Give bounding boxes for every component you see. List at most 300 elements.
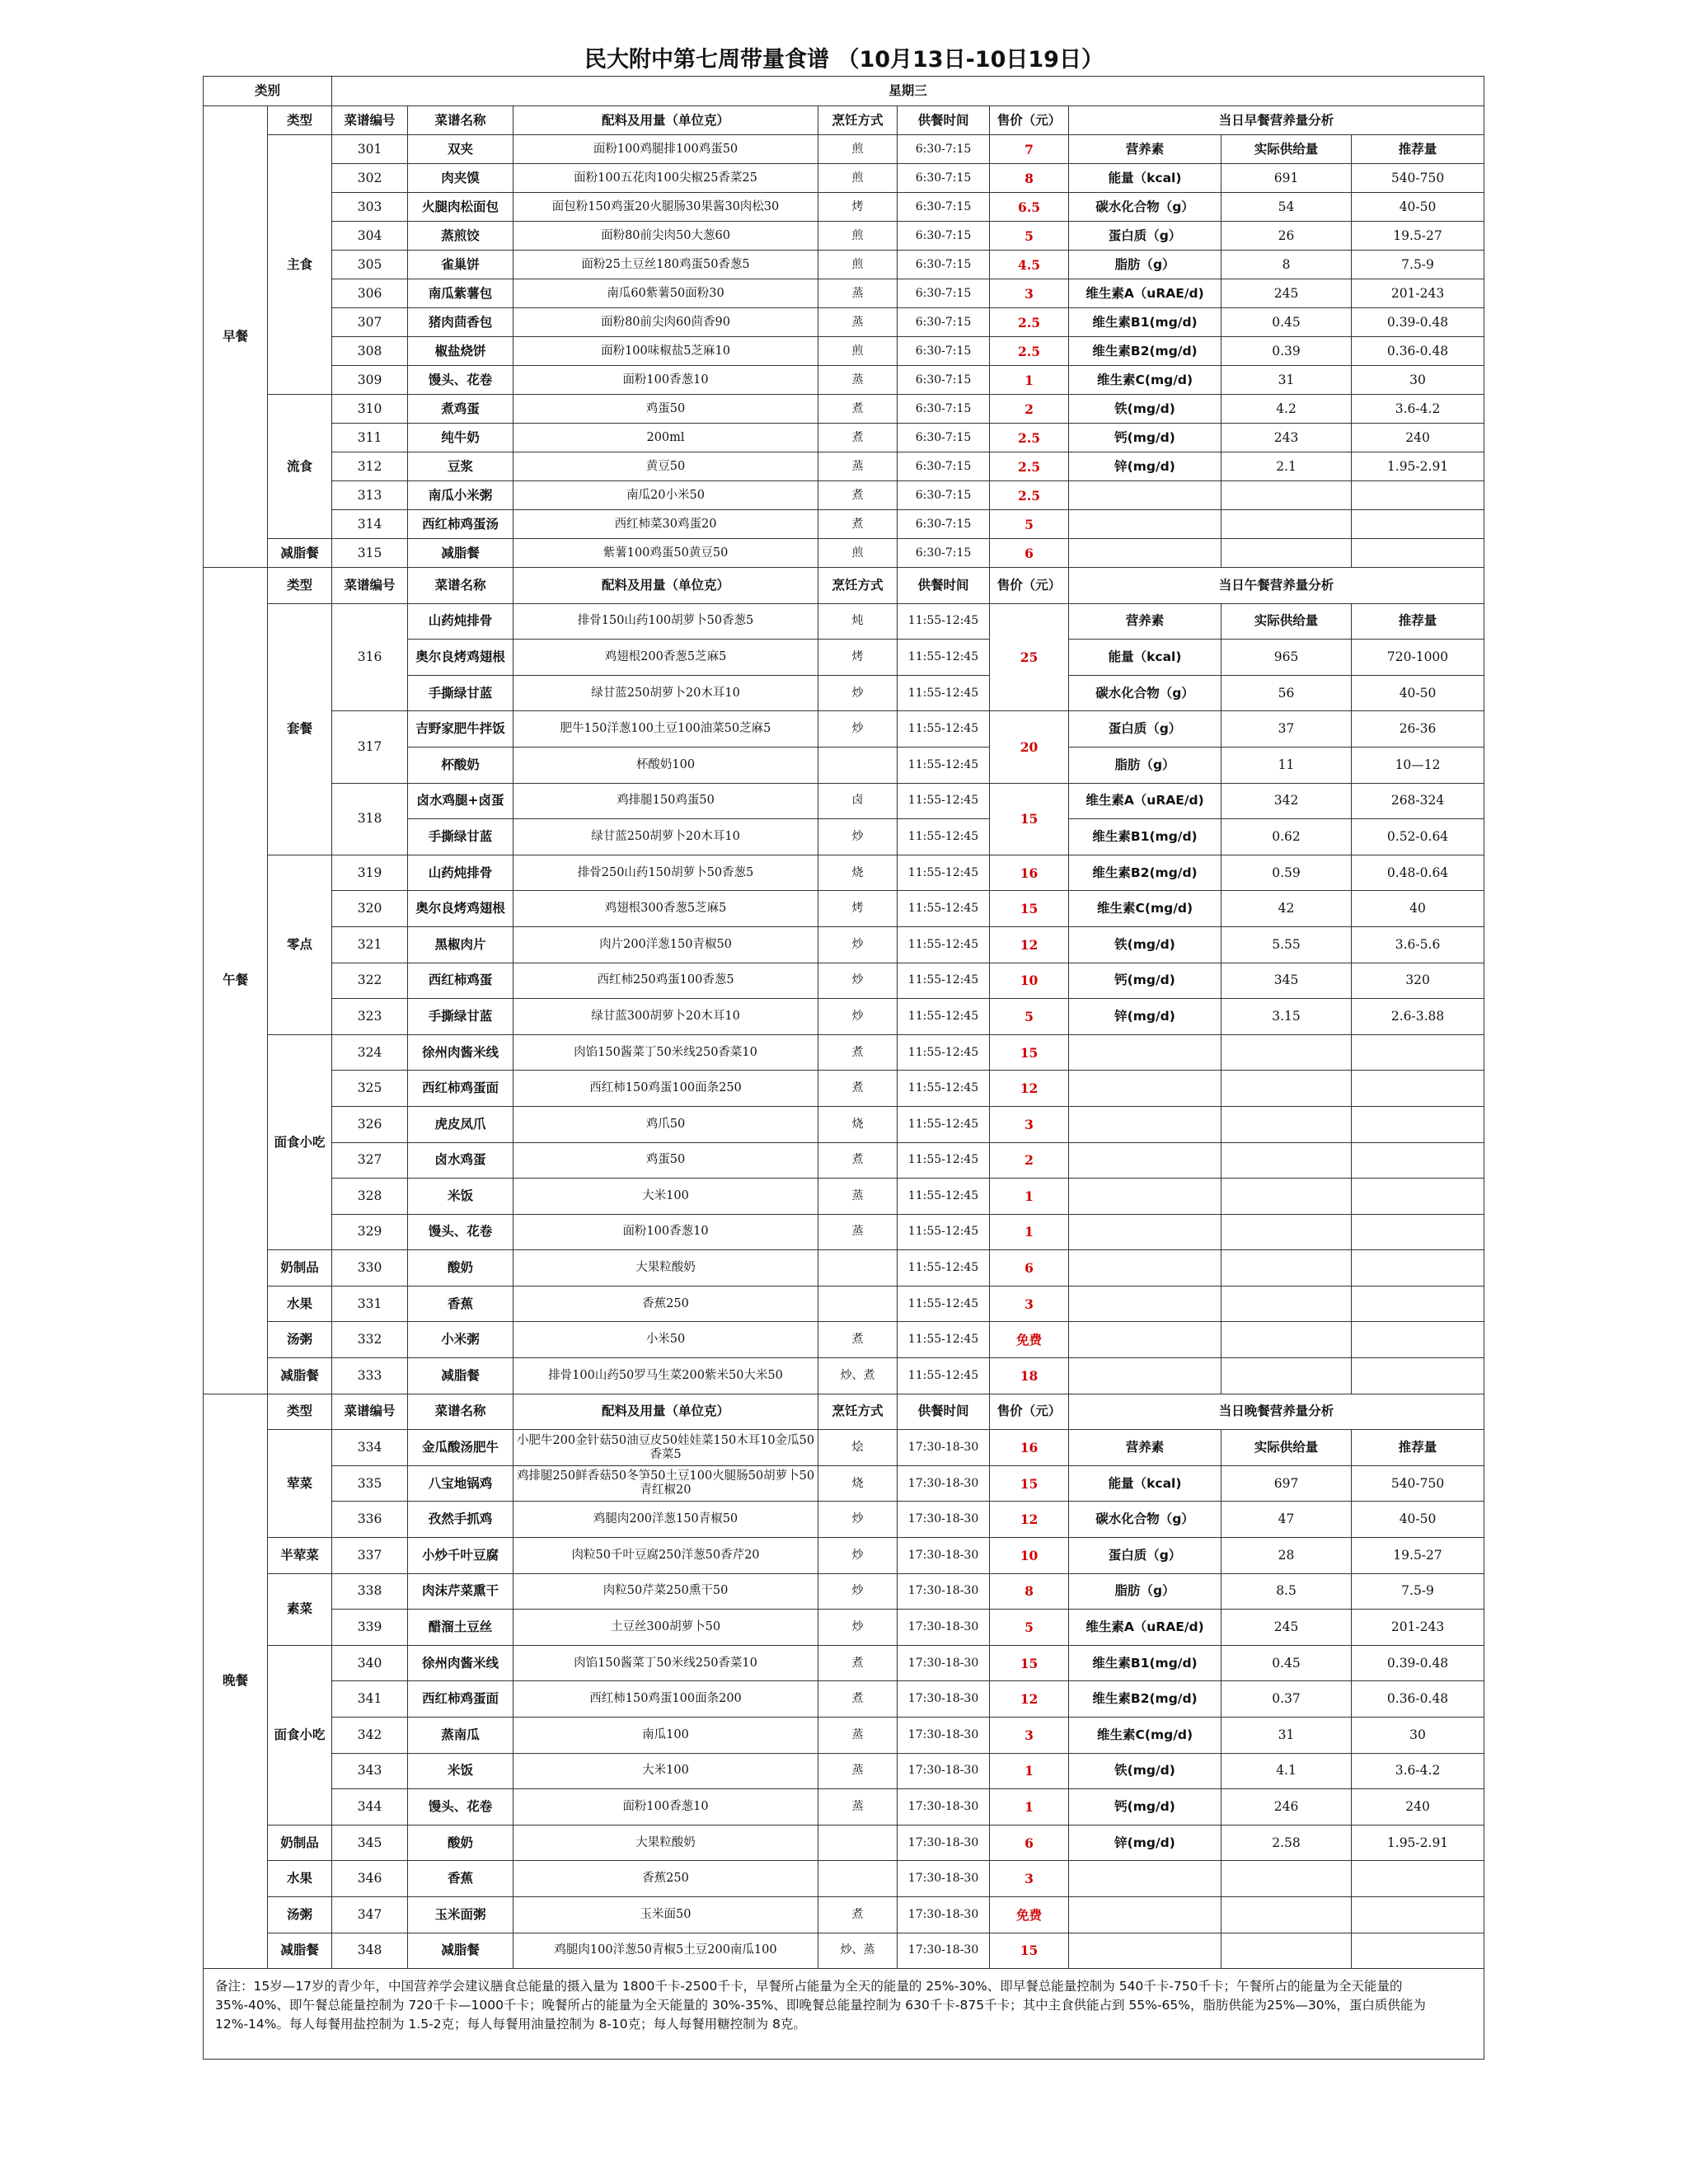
dish-time: 17:30-18-30 [898,1861,990,1897]
dish-no: 312 [332,452,408,481]
dish-ingredients: 大果粒酸奶 [513,1250,818,1286]
dish-no: 325 [332,1071,408,1107]
dish-name: 香蕉 [408,1286,513,1322]
dish-price: 12 [990,926,1069,963]
table-cell [1069,510,1221,539]
dish-no: 316 [332,603,408,711]
table-cell [1221,1861,1352,1897]
dish-name: 香蕉 [408,1861,513,1897]
dish-cooking [818,1286,898,1322]
table-cell [1221,1214,1352,1250]
dish-name: 南瓜小米粥 [408,481,513,510]
type-label: 零点 [268,855,332,1034]
dish-name: 酸奶 [408,1825,513,1861]
table-row [204,1071,1484,1107]
nutrient-actual: 243 [1221,424,1352,452]
nutrient-name: 蛋白质（g） [1069,1538,1221,1574]
dish-time: 17:30-18-30 [898,1610,990,1646]
header-cooking: 烹饪方式 [818,106,898,135]
dish-no: 341 [332,1681,408,1718]
dish-price: 16 [990,1430,1069,1466]
dish-price: 12 [990,1502,1069,1538]
table-row [204,855,1484,891]
recommended-header: 推荐量 [1352,603,1484,640]
header-dish-name: 菜谱名称 [408,568,513,604]
table-row [204,1250,1484,1286]
nutrient-name: 维生素A（uRAE/d) [1069,783,1221,819]
nutrient-actual: 8.5 [1221,1573,1352,1610]
dish-name: 西红柿鸡蛋汤 [408,510,513,539]
dish-ingredients: 面粉100香葱10 [513,1789,818,1825]
table-row [204,926,1484,963]
dish-name: 米饭 [408,1179,513,1215]
nutrient-recommended: 720-1000 [1352,640,1484,676]
nutrient-name: 维生素B1(mg/d) [1069,819,1221,855]
table-cell [1352,1142,1484,1179]
table-row [204,1502,1484,1538]
dish-no: 307 [332,308,408,337]
dish-cooking: 炒 [818,819,898,855]
dish-name: 馒头、花卷 [408,366,513,395]
dish-ingredients: 香蕉250 [513,1861,818,1897]
nutrient-actual: 11 [1221,747,1352,783]
header-price: 售价（元） [990,106,1069,135]
dish-name: 豆浆 [408,452,513,481]
dish-time: 6:30-7:15 [898,539,990,568]
dish-name: 纯牛奶 [408,424,513,452]
nutrient-name: 钙(mg/d) [1069,424,1221,452]
dish-name: 黑椒肉片 [408,926,513,963]
nutrient-actual: 42 [1221,891,1352,927]
table-cell [1352,1250,1484,1286]
dish-no: 340 [332,1645,408,1681]
dish-time: 11:55-12:45 [898,963,990,999]
header-category: 类别 [204,77,332,106]
dish-price: 5 [990,222,1069,251]
dish-cooking: 炒、煮 [818,1358,898,1394]
table-row [204,1034,1484,1071]
dish-time: 11:55-12:45 [898,1250,990,1286]
table-cell [1069,1071,1221,1107]
dish-no: 337 [332,1538,408,1574]
table-row [204,1753,1484,1789]
dish-price: 18 [990,1358,1069,1394]
dish-cooking: 炒 [818,1573,898,1610]
dish-time: 6:30-7:15 [898,308,990,337]
dish-no: 321 [332,926,408,963]
dish-ingredients: 面粉80前尖肉60茴香90 [513,308,818,337]
dish-no: 345 [332,1825,408,1861]
dish-no: 324 [332,1034,408,1071]
analysis-title: 当日午餐营养量分析 [1069,568,1484,604]
dish-ingredients: 小肥牛200金针菇50油豆皮50娃娃菜150木耳10金瓜50香菜5 [513,1430,818,1466]
nutrient-name: 维生素B1(mg/d) [1069,308,1221,337]
header-ingredients: 配料及用量（单位克） [513,106,818,135]
dish-ingredients: 西红柿150鸡蛋100面条200 [513,1681,818,1718]
nutrient-recommended: 0.39-0.48 [1352,308,1484,337]
nutrient-name: 维生素C(mg/d) [1069,1718,1221,1754]
table-row [204,891,1484,927]
nutrient-recommended: 240 [1352,424,1484,452]
dish-price: 12 [990,1071,1069,1107]
dish-price: 8 [990,1573,1069,1610]
dish-price: 15 [990,783,1069,855]
dish-name: 煮鸡蛋 [408,395,513,424]
dish-cooking: 煮 [818,510,898,539]
dish-no: 344 [332,1789,408,1825]
nutrient-name: 能量（kcal) [1069,164,1221,193]
dish-name: 徐州肉酱米线 [408,1645,513,1681]
table-cell [1069,1106,1221,1142]
dish-cooking: 烧 [818,1465,898,1502]
nutrient-recommended: 0.48-0.64 [1352,855,1484,891]
table-row [204,1358,1484,1394]
dish-no: 318 [332,783,408,855]
dish-ingredients: 小米50 [513,1322,818,1358]
nutrient-actual: 0.37 [1221,1681,1352,1718]
nutrient-name: 锌(mg/d) [1069,1825,1221,1861]
table-cell [1352,1358,1484,1394]
dish-cooking: 炒 [818,926,898,963]
table-row [204,1969,1484,2060]
page-title: 民大附中第七周带量食谱 （10月13日-10日19日） [584,47,1104,73]
dish-cooking: 煮 [818,1034,898,1071]
table-cell [1221,1322,1352,1358]
nutrient-recommended: 240 [1352,1789,1484,1825]
dish-ingredients: 大米100 [513,1753,818,1789]
dish-time: 11:55-12:45 [898,1034,990,1071]
table-row [204,366,1484,395]
dish-ingredients: 杯酸奶100 [513,747,818,783]
dish-cooking: 蒸 [818,1718,898,1754]
header-dish-no: 菜谱编号 [332,568,408,604]
nutrient-recommended: 10—12 [1352,747,1484,783]
dish-time: 11:55-12:45 [898,603,990,640]
dish-price: 3 [990,1861,1069,1897]
dish-price: 5 [990,1610,1069,1646]
table-cell [1352,1896,1484,1933]
nutrient-header: 营养素 [1069,603,1221,640]
nutrient-recommended: 30 [1352,1718,1484,1754]
nutrient-name: 脂肪（g） [1069,1573,1221,1610]
meal-label-dinner: 晚餐 [204,1394,268,1969]
type-label: 水果 [268,1286,332,1322]
dish-ingredients: 肉片200洋葱150青椒50 [513,926,818,963]
dish-ingredients: 排骨250山药150胡萝卜50香葱5 [513,855,818,891]
nutrient-name: 钙(mg/d) [1069,1789,1221,1825]
dish-name: 徐州肉酱米线 [408,1034,513,1071]
table-row [204,308,1484,337]
dish-ingredients: 面粉100香葱10 [513,366,818,395]
header-dish-name: 菜谱名称 [408,1394,513,1430]
dish-cooking: 煎 [818,251,898,279]
dish-no: 329 [332,1214,408,1250]
nutrient-name: 锌(mg/d) [1069,452,1221,481]
dish-price: 2 [990,395,1069,424]
dish-time: 6:30-7:15 [898,251,990,279]
table-cell [1221,510,1352,539]
dish-no: 343 [332,1753,408,1789]
dish-time: 6:30-7:15 [898,395,990,424]
nutrient-recommended: 0.52-0.64 [1352,819,1484,855]
dish-name: 杯酸奶 [408,747,513,783]
nutrient-recommended: 320 [1352,963,1484,999]
nutrient-recommended: 7.5-9 [1352,251,1484,279]
header-day: 星期三 [332,77,1484,106]
table-row [204,77,1484,106]
dish-ingredients: 大米100 [513,1179,818,1215]
nutrient-name: 维生素B1(mg/d) [1069,1645,1221,1681]
table-cell [1221,1250,1352,1286]
nutrient-actual: 2.58 [1221,1825,1352,1861]
nutrient-recommended: 201-243 [1352,279,1484,308]
table-cell [1069,1179,1221,1215]
dish-ingredients: 面粉100味椒盐5芝麻10 [513,337,818,366]
type-label: 面食小吃 [268,1645,332,1825]
dish-price: 6 [990,1825,1069,1861]
dish-time: 11:55-12:45 [898,1214,990,1250]
header-ingredients: 配料及用量（单位克） [513,568,818,604]
dish-cooking: 煮 [818,424,898,452]
dish-name: 金瓜酸汤肥牛 [408,1430,513,1466]
table-row [204,135,1484,164]
table-row [204,222,1484,251]
nutrient-actual: 342 [1221,783,1352,819]
dish-cooking: 煮 [818,395,898,424]
nutrient-name: 维生素B2(mg/d) [1069,855,1221,891]
dish-price: 20 [990,711,1069,783]
table-cell [1069,1142,1221,1179]
dish-price: 1 [990,1753,1069,1789]
nutrient-actual: 54 [1221,193,1352,222]
dish-name: 南瓜紫薯包 [408,279,513,308]
table-cell [1069,1861,1221,1897]
dish-price: 1 [990,366,1069,395]
dish-time: 11:55-12:45 [898,640,990,676]
table-row [204,603,1484,640]
dish-no: 335 [332,1465,408,1502]
nutrient-recommended: 0.39-0.48 [1352,1645,1484,1681]
nutrient-actual: 4.1 [1221,1753,1352,1789]
dish-price: 6 [990,539,1069,568]
menu-table-body [204,77,1484,2060]
nutrient-name: 铁(mg/d) [1069,1753,1221,1789]
nutrient-name: 铁(mg/d) [1069,926,1221,963]
header-ingredients: 配料及用量（单位克） [513,1394,818,1430]
nutrient-actual: 0.62 [1221,819,1352,855]
dish-cooking [818,1825,898,1861]
dish-ingredients: 肥牛150洋葱100土豆100油菜50芝麻5 [513,711,818,748]
dish-time: 11:55-12:45 [898,926,990,963]
dish-cooking: 炒 [818,675,898,711]
dish-ingredients: 鸡翅根300香葱5芝麻5 [513,891,818,927]
dish-price: 6.5 [990,193,1069,222]
header-time: 供餐时间 [898,1394,990,1430]
header-type: 类型 [268,1394,332,1430]
nutrient-actual: 4.2 [1221,395,1352,424]
dish-price: 1 [990,1179,1069,1215]
dish-price: 2.5 [990,424,1069,452]
dish-price: 4.5 [990,251,1069,279]
table-cell [1221,1106,1352,1142]
dish-name: 火腿肉松面包 [408,193,513,222]
table-row [204,1179,1484,1215]
nutrient-actual: 56 [1221,675,1352,711]
dish-name: 猪肉茴香包 [408,308,513,337]
nutrient-recommended: 40-50 [1352,675,1484,711]
table-cell [1069,1933,1221,1969]
dish-time: 17:30-18-30 [898,1573,990,1610]
type-label: 半荤菜 [268,1538,332,1574]
dish-name: 山药炖排骨 [408,603,513,640]
table-cell [1221,1933,1352,1969]
header-cooking: 烹饪方式 [818,568,898,604]
dish-cooking: 蒸 [818,1179,898,1215]
dish-time: 6:30-7:15 [898,366,990,395]
table-cell [1069,539,1221,568]
dish-price: 1 [990,1214,1069,1250]
dish-no: 313 [332,481,408,510]
dish-time: 6:30-7:15 [898,481,990,510]
dish-time: 6:30-7:15 [898,135,990,164]
dish-ingredients: 绿甘蓝250胡萝卜20木耳10 [513,819,818,855]
dish-price: 2.5 [990,452,1069,481]
dish-time: 17:30-18-30 [898,1753,990,1789]
dish-name: 椒盐烧饼 [408,337,513,366]
type-label: 减脂餐 [268,1933,332,1969]
dish-ingredients: 黄豆50 [513,452,818,481]
nutrient-recommended: 26-36 [1352,711,1484,748]
actual-header: 实际供给量 [1221,135,1352,164]
remarks-note: 备注：15岁—17岁的青少年，中国营养学会建议膳食总能量的摄入量为 1800千卡-2500千卡，早餐所占能量为全天的能量的 25%-30%、即早餐总能量控制为 540千卡-750千卡；午餐所占的能量为全天能量的35%-40%、即午餐总能量控制为 720千卡—1000千卡；晚餐所占的能量为全天能量的 30%-35%、即晚餐总能量控制为 630千卡-875千卡；其中主食供能占到 55%-65%，脂肪供能为25%—30%，蛋白质供能为12%-14%。每人每餐用盐控制为 1.5-2克；每人每餐用油量控制为 8-10克；每人每餐用糖控制为 8克。 [204,1969,1484,2060]
nutrient-recommended: 540-750 [1352,1465,1484,1502]
dish-no: 334 [332,1430,408,1466]
nutrient-actual: 246 [1221,1789,1352,1825]
dish-ingredients: 南瓜100 [513,1718,818,1754]
dish-time: 17:30-18-30 [898,1430,990,1466]
table-cell [1069,1250,1221,1286]
dish-ingredients: 西红柿菜30鸡蛋20 [513,510,818,539]
nutrient-actual: 8 [1221,251,1352,279]
dish-cooking: 煮 [818,1071,898,1107]
type-label: 奶制品 [268,1250,332,1286]
actual-header: 实际供给量 [1221,1430,1352,1466]
dish-time: 11:55-12:45 [898,747,990,783]
dish-cooking: 烧 [818,1106,898,1142]
nutrient-name: 脂肪（g） [1069,251,1221,279]
dish-name: 肉沫芹菜熏干 [408,1573,513,1610]
nutrient-actual: 28 [1221,1538,1352,1574]
nutrient-actual: 3.15 [1221,999,1352,1035]
type-label: 奶制品 [268,1825,332,1861]
dish-ingredients: 鸡腿肉100洋葱50青椒5土豆200南瓜100 [513,1933,818,1969]
dish-time: 17:30-18-30 [898,1896,990,1933]
dish-no: 339 [332,1610,408,1646]
nutrient-recommended: 19.5-27 [1352,1538,1484,1574]
dish-price: 15 [990,1465,1069,1502]
analysis-title: 当日晚餐营养量分析 [1069,1394,1484,1430]
dish-time: 6:30-7:15 [898,193,990,222]
dish-cooking: 蒸 [818,279,898,308]
table-row [204,251,1484,279]
dish-ingredients: 鸡蛋50 [513,1142,818,1179]
table-cell [1352,1179,1484,1215]
table-cell [1221,1179,1352,1215]
nutrient-name: 维生素C(mg/d) [1069,891,1221,927]
nutrient-recommended: 1.95-2.91 [1352,1825,1484,1861]
dish-time: 11:55-12:45 [898,1142,990,1179]
dish-price: 15 [990,891,1069,927]
dish-cooking: 炒 [818,999,898,1035]
dish-ingredients: 面粉100鸡腿排100鸡蛋50 [513,135,818,164]
dish-no: 310 [332,395,408,424]
table-cell [1352,1861,1484,1897]
dish-cooking: 蒸 [818,366,898,395]
dish-ingredients: 面粉100五花肉100尖椒25香菜25 [513,164,818,193]
dish-ingredients: 南瓜60紫薯50面粉30 [513,279,818,308]
dish-price: 15 [990,1034,1069,1071]
dish-time: 11:55-12:45 [898,711,990,748]
dish-cooking: 煮 [818,1322,898,1358]
table-cell [1221,1358,1352,1394]
table-row [204,279,1484,308]
dish-no: 322 [332,963,408,999]
dish-no: 305 [332,251,408,279]
dish-price: 12 [990,1681,1069,1718]
dish-cooking: 蒸 [818,1753,898,1789]
table-row [204,1573,1484,1610]
type-label: 汤粥 [268,1322,332,1358]
dish-no: 346 [332,1861,408,1897]
dish-no: 311 [332,424,408,452]
dish-ingredients: 西红柿150鸡蛋100面条250 [513,1071,818,1107]
nutrient-recommended: 40-50 [1352,1502,1484,1538]
dish-name: 蒸煎饺 [408,222,513,251]
table-cell [1352,1071,1484,1107]
dish-time: 11:55-12:45 [898,1179,990,1215]
dish-time: 11:55-12:45 [898,1106,990,1142]
dish-price: 5 [990,999,1069,1035]
dish-price: 8 [990,164,1069,193]
table-cell [1352,510,1484,539]
dish-name: 西红柿鸡蛋面 [408,1071,513,1107]
dish-no: 304 [332,222,408,251]
dish-no: 320 [332,891,408,927]
table-row [204,1718,1484,1754]
table-row [204,1538,1484,1574]
dish-name: 山药炖排骨 [408,855,513,891]
header-type: 类型 [268,568,332,604]
dish-name: 雀巢饼 [408,251,513,279]
nutrient-recommended: 3.6-4.2 [1352,395,1484,424]
nutrient-name: 碳水化合物（g） [1069,193,1221,222]
dish-no: 302 [332,164,408,193]
dish-ingredients: 鸡蛋50 [513,395,818,424]
table-row [204,510,1484,539]
table-row [204,1896,1484,1933]
dish-time: 11:55-12:45 [898,1358,990,1394]
nutrient-recommended: 3.6-4.2 [1352,1753,1484,1789]
dish-no: 342 [332,1718,408,1754]
dish-price: 3 [990,1286,1069,1322]
dish-price: 2 [990,1142,1069,1179]
dish-time: 11:55-12:45 [898,675,990,711]
nutrient-name: 锌(mg/d) [1069,999,1221,1035]
dish-ingredients: 面粉100香葱10 [513,1214,818,1250]
nutrient-recommended: 40-50 [1352,193,1484,222]
header-dish-no: 菜谱编号 [332,106,408,135]
dish-no: 317 [332,711,408,783]
